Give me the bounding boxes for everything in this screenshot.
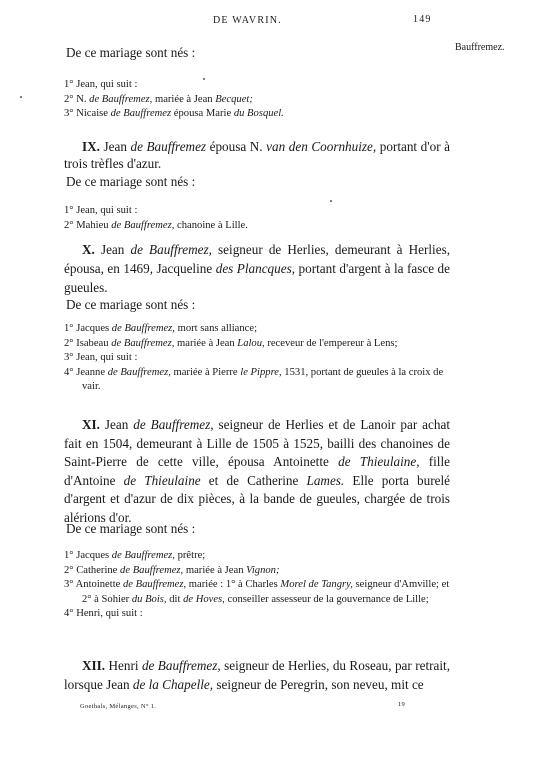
list-item: 3° Jean, qui suit :: [64, 352, 138, 363]
list-item: 3° Nicaise de Bauffremez épousa Marie du Bosquel.: [64, 108, 284, 119]
intro-line: De ce mariage sont nés :: [66, 297, 196, 312]
intro-line: De ce mariage sont nés :: [66, 174, 196, 189]
list-item: 1° Jacques de Bauffremez, mort sans alliance;: [64, 323, 258, 334]
scan-speck: [330, 200, 332, 202]
intro-line: De ce mariage sont nés :: [66, 521, 196, 536]
intro-line: De ce mariage sont nés :: [66, 45, 196, 60]
list-item: 1° Jean, qui suit :: [64, 79, 138, 90]
paragraph-ix: IX. Jean de Bauffremez épousa N. van den Coornhuize, portant d'or à trois trèfles d'azur.: [64, 139, 450, 171]
paragraph-xii: XII. Henri de Bauffremez, seigneur de Herlies, du Roseau, par retrait, lorsque Jean de la Chapelle, seigneur de Peregrin, son neveu, mit ce: [64, 658, 450, 692]
printer-signature: Goethals, Mélanges, N° 1.: [80, 703, 157, 710]
list-item: 1° Jean, qui suit :: [64, 205, 138, 216]
list-item: 4° Jeanne de Bauffremez, mariée à Pierre le Pippre, 1531, portant de gueules à la croix de vair.: [64, 366, 444, 392]
list-item: 2° Mahieu de Bauffremez, chanoine à Lille.: [64, 219, 248, 231]
children-list: [64, 204, 450, 233]
signature-number: 19: [398, 701, 406, 708]
paragraph-x: X. Jean de Bauffremez, seigneur de Herlies, demeurant à Herlies, épousa, en 1469, Jacqueline des Plancques, portant d'argent à la fasce de gueules.: [64, 242, 451, 295]
scan-speck: [203, 78, 205, 80]
children-list: [64, 549, 450, 622]
list-item: 1° Jacques de Bauffremez, prêtre;: [64, 550, 206, 561]
page-number: 149: [413, 14, 432, 25]
list-item: 2° Catherine de Bauffremez, mariée à Jean Vignon;: [64, 564, 280, 576]
children-list: [64, 322, 450, 395]
paragraph-xi: XI. Jean de Bauffremez, seigneur de Herlies et de Lanoir par achat fait en 1504, demeurant à Lille de 1505 à 1525, bailli des chanoines de Saint-Pierre de cette ville, épousa Antoinette de Thieulaine, fille d'Antoine de Thieulaine et de Catherine Lames. Elle porta burelé d'argent et d'azur de dix pièces, à la bande de gueules, chargée de trois alérions d'or.: [64, 417, 450, 525]
scan-speck: [20, 96, 22, 98]
list-item: 3° Antoinette de Bauffremez, mariée : 1° à Charles Morel de Tangry, seigneur d'Amville; et 2° à Sohier du Bois, dit de Hoves, conseiller assesseur de la gouvernance de Lille;: [64, 579, 450, 605]
running-title: DE WAVRIN.: [213, 15, 282, 26]
list-item: 4° Henri, qui suit :: [64, 608, 143, 619]
children-list: [64, 78, 450, 122]
margin-note: Bauffremez.: [455, 42, 505, 53]
list-item: 2° N. de Bauffremez, mariée à Jean Becquet;: [64, 93, 253, 105]
list-item: 2° Isabeau de Bauffremez, mariée à Jean Lalou, receveur de l'empereur à Lens;: [64, 337, 398, 349]
